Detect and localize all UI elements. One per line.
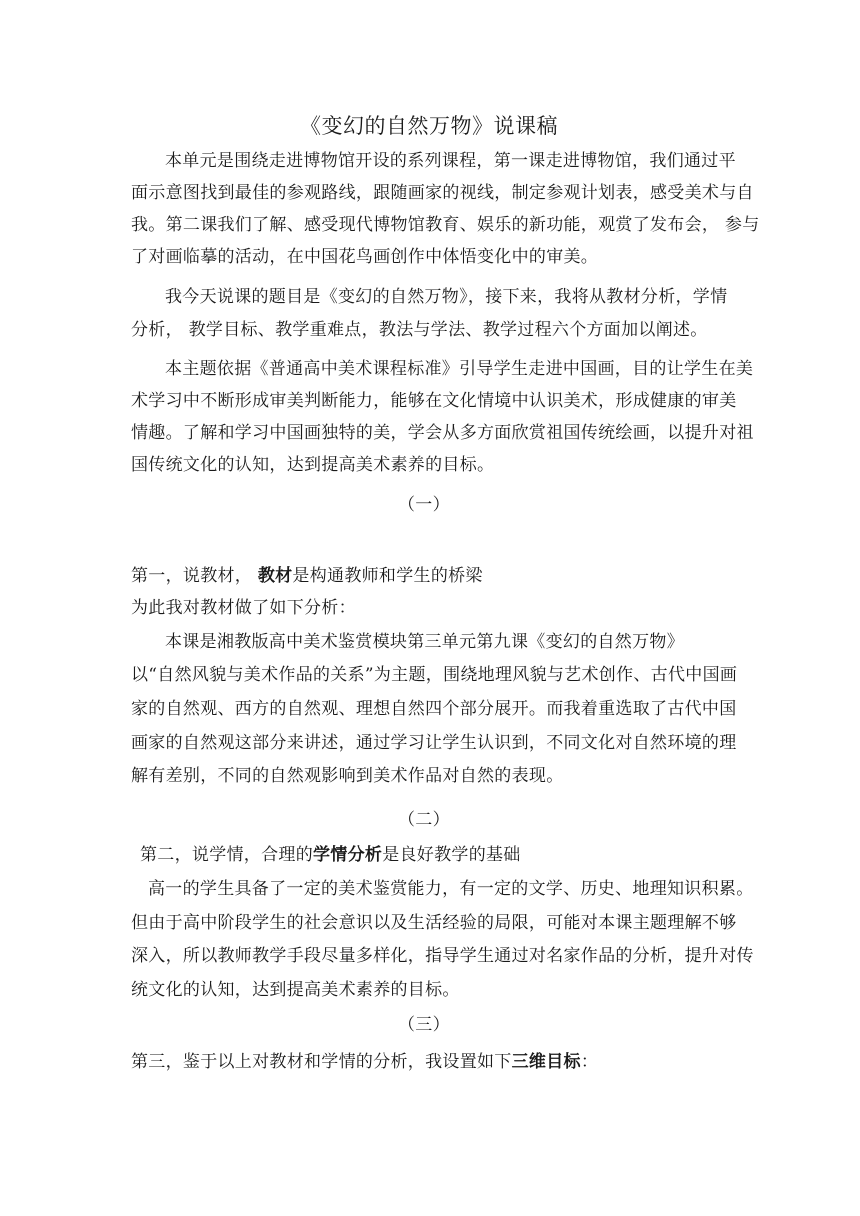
intro-line: 国传统文化的认知，达到提高美术素养的目标。 [131,455,495,475]
lead-text: 是良好教学的基础 [382,845,521,865]
intro-line: 本单元是围绕走进博物馆开设的系列课程，第一课走进博物馆，我们通过平 [165,151,736,171]
section-lead [131,1052,598,1072]
intro-line: 面示意图找到最佳的参观路线，跟随画家的视线，制定参观计划表，感受美术与自 [131,183,754,203]
intro-line: 情趣。了解和学习中国画独特的美，学会从多方面欣赏祖国传统绘画，以提升对祖 [131,423,754,443]
body-line: 为此我对教材做了如下分析： [131,598,356,618]
lead-keyword: 教材 [257,566,293,586]
body-line: 高一的学生具备了一定的美术鉴赏能力，有一定的文学、历史、地理知识积累。 [148,879,754,899]
section-lead [131,566,483,586]
intro-line: 分析， 教学目标、教学重难点，教法与学法、教学过程六个方面加以阐述。 [131,320,708,340]
body-line: 家的自然观、西方的自然观、理想自然四个部分展开。而我着重选取了古代中国 [131,699,737,719]
lead-keyword: 三维目标 [511,1052,581,1072]
lead-text: 是构通教师和学生的桥梁 [292,566,483,586]
lead-text: 第三，鉴于以上对教材和学情的分析，我设置如下 [131,1052,512,1072]
body-line: 解有差别，不同的自然观影响到美术作品对自然的表现。 [131,766,564,786]
lead-keyword: 学情分析 [313,845,383,865]
intro-line: 了对画临摹的活动，在中国花鸟画创作中体悟变化中的审美。 [131,247,599,267]
body-line: 画家的自然观这部分来讲述，通过学习让学生认识到，不同文化对自然环境的理 [131,733,737,753]
page-title: 《变幻的自然万物》说课稿 [300,114,558,138]
section-heading: （一） [398,495,450,515]
lead-text: ： [580,1052,599,1072]
lead-text: 第二，说学情，合理的 [140,845,313,865]
section-heading: （三） [398,1015,450,1035]
body-line: 本课是湘教版高中美术鉴赏模块第三单元第九课《变幻的自然万物》 [165,632,684,652]
intro-line: 我。第二课我们了解、感受现代博物馆教育、娱乐的新功能，观赏了发布会， 参与 [131,215,760,235]
intro-line: 术学习中不断形成审美判断能力，能够在文化情境中认识美术，形成健康的审美 [131,391,737,411]
body-line: 但由于高中阶段学生的社会意识以及生活经验的局限，可能对本课主题理解不够 [131,913,737,933]
section-lead [140,845,521,865]
body-line: 以“自然风貌与美术作品的关系”为主题，围绕地理风貌与艺术创作、古代中国画 [131,665,738,685]
body-line: 深入，所以教师教学手段尽量多样化，指导学生通过对名家作品的分析，提升对传 [131,946,754,966]
intro-line: 我今天说课的题目是《变幻的自然万物》，接下来，我将从教材分析，学情 [165,287,728,307]
body-line: 统文化的认知，达到提高美术素养的目标。 [131,980,460,1000]
lead-text: 第一，说教材， [131,566,258,586]
intro-line: 本主题依据《普通高中美术课程标准》引导学生走进中国画，目的让学生在美 [165,359,754,379]
section-heading: （二） [398,810,450,830]
